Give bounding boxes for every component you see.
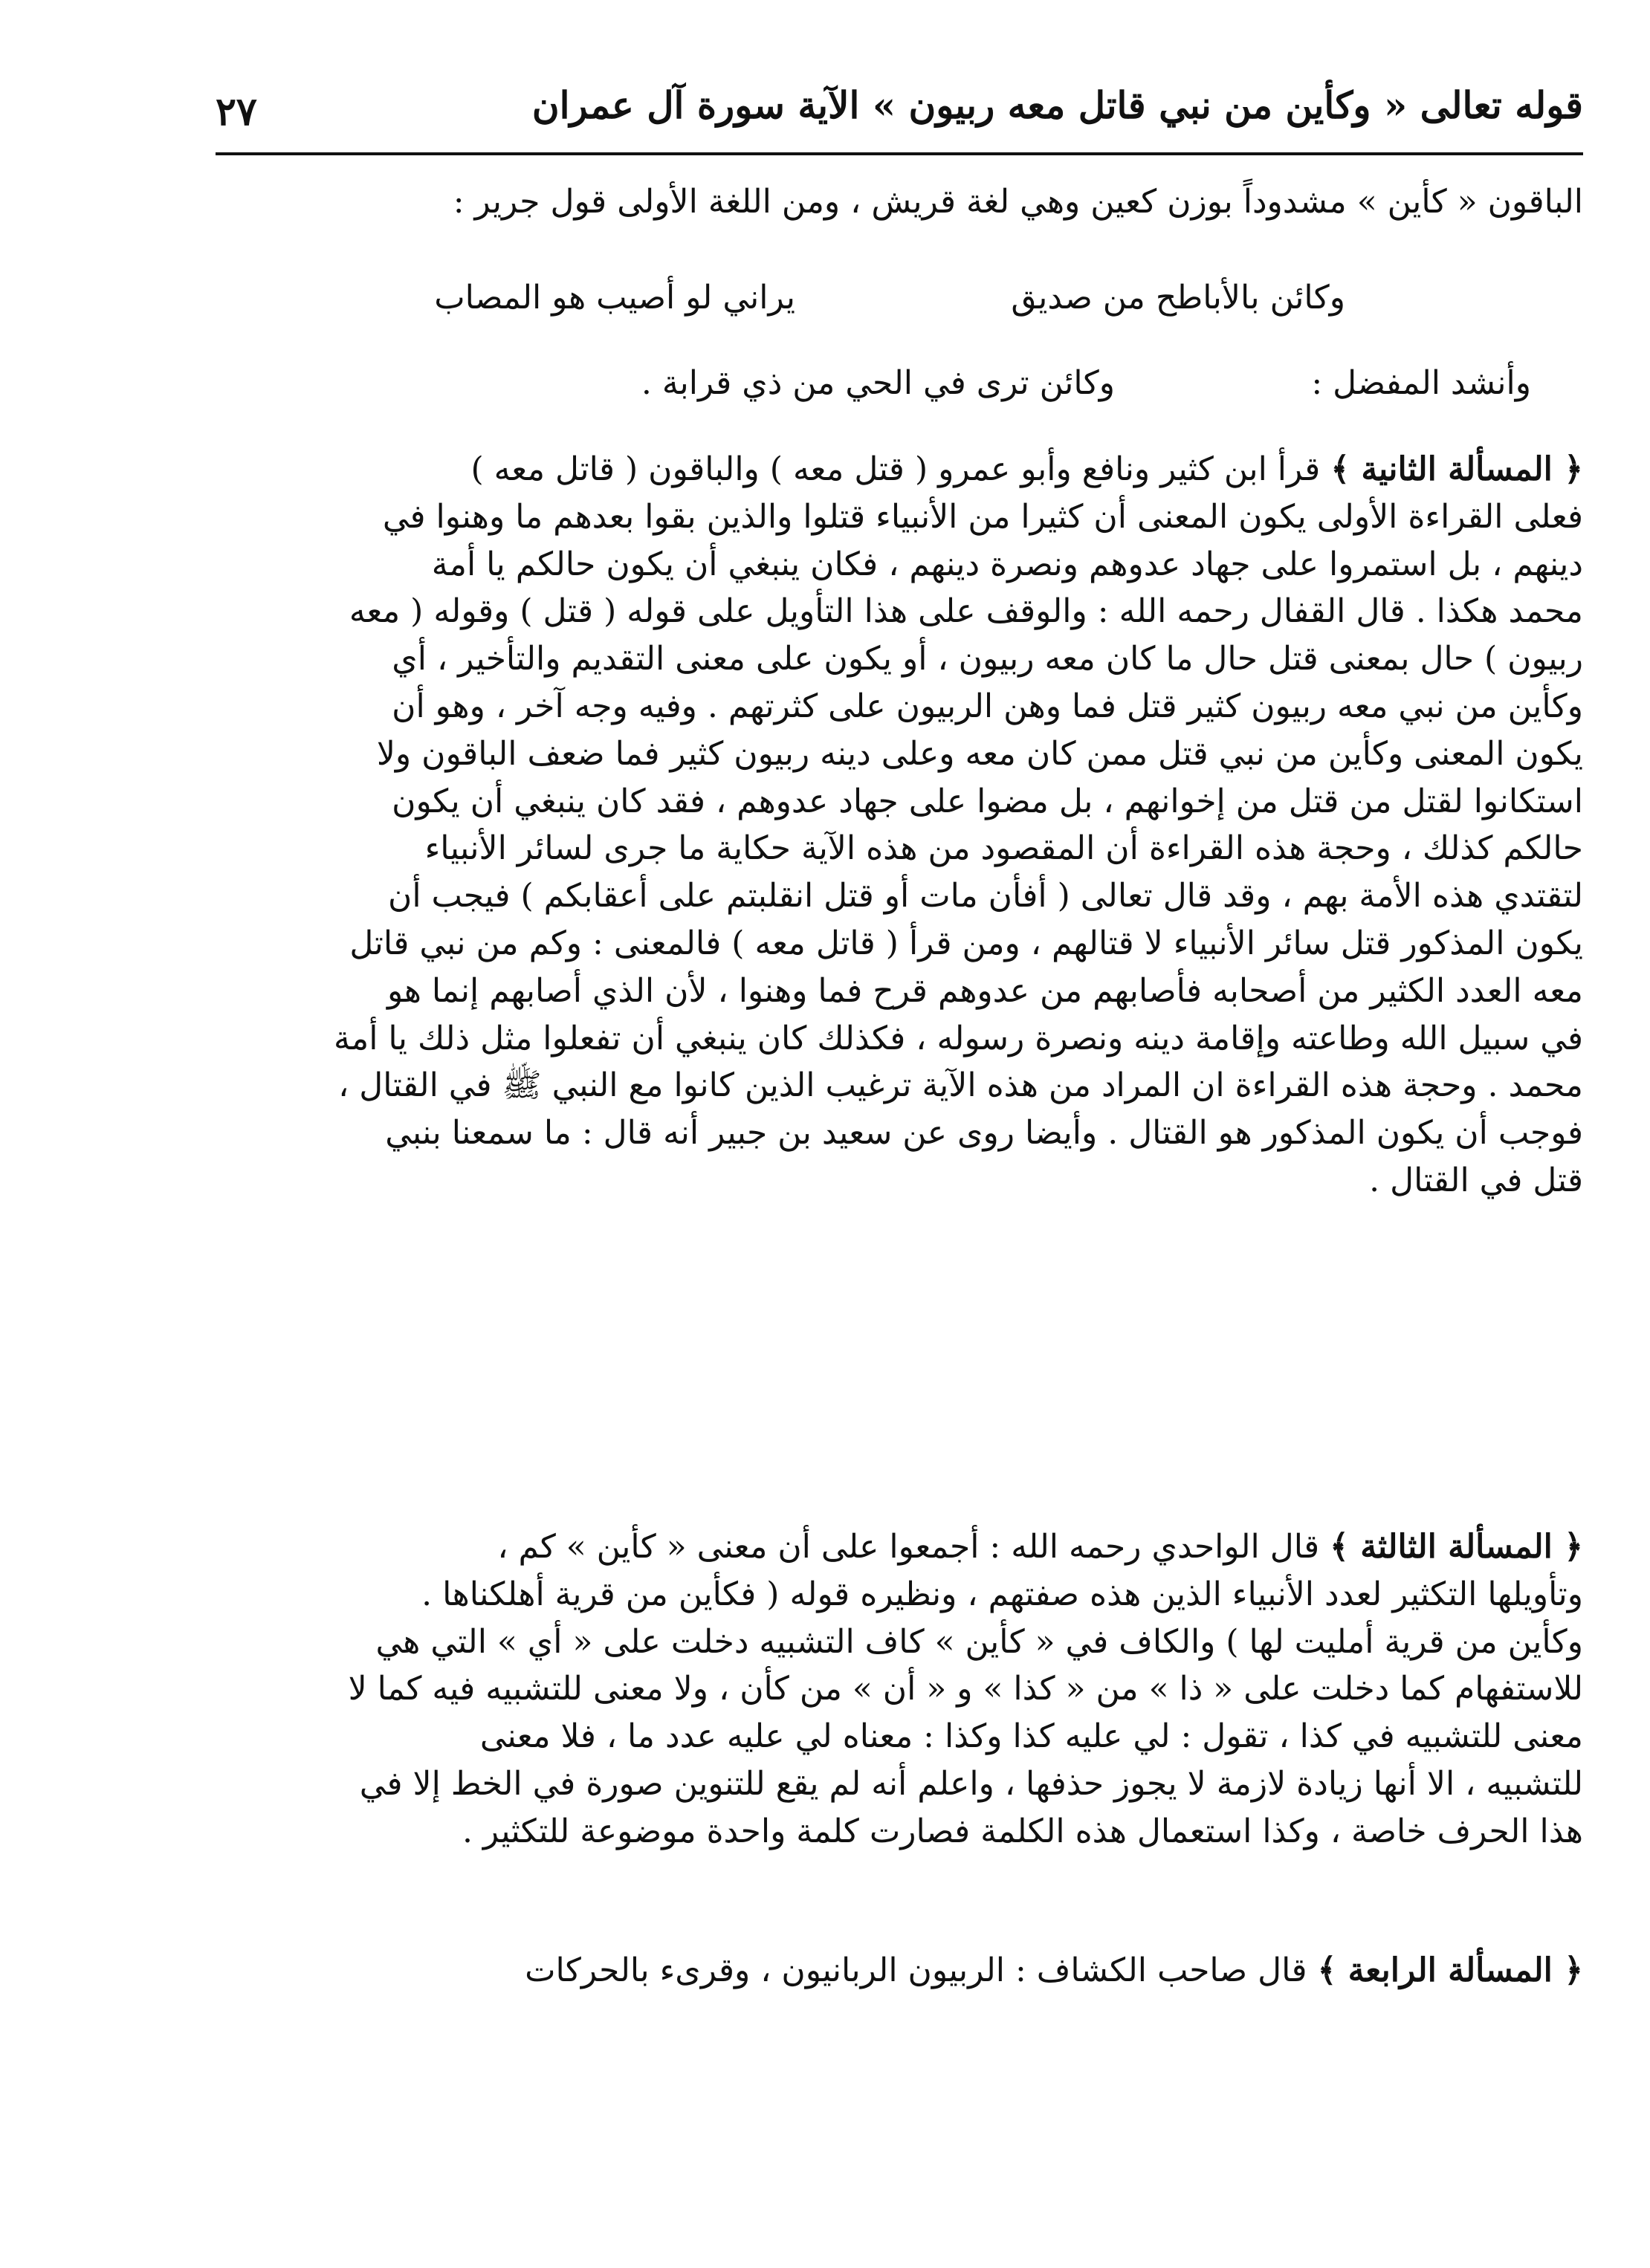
section-2-heading: ﴿ المسألة الثانية ﴾ xyxy=(1330,450,1583,488)
verse-hemistich-right: وكائن بالأباطح من صديق xyxy=(1011,279,1345,317)
section-2-line xyxy=(216,446,1583,493)
section-2-line: فعلى القراءة الأولى يكون المعنى أن كثيرا من الأنبياء قتلوا والذين بقوا بعدهم ما وهنوا في xyxy=(382,497,1583,536)
section-3-line: معنى للتشبيه في كذا ، تقول : لي عليه كذا وكذا : معناه لي عليه عدد ما ، فلا معنى xyxy=(479,1717,1583,1756)
section-2-line: وكأين من نبي معه ربيون كثير قتل فما وهن الربيون على كثرتهم . وفيه وجه آخر ، وهو أن xyxy=(392,687,1583,725)
section-3-line: هذا الحرف خاصة ، وكذا استعمال هذه الكلمة فصارت كلمة واحدة موضوعة للتكثير . xyxy=(462,1812,1583,1850)
section-4 xyxy=(216,1947,1583,1995)
section-2-line: محمد . وحجة هذه القراءة ان المراد من هذه الآية ترغيب الذين كانوا مع النبي ﷺ في القتال ، xyxy=(338,1066,1583,1105)
page-header xyxy=(216,74,1583,156)
section-2-line: يكون المذكور قتل سائر الأنبياء لا قتالهم ، ومن قرأ ( قاتل معه ) فالمعنى : وكم من نبي قاتل xyxy=(349,924,1583,962)
section-2-line: في سبيل الله وطاعته وإقامة دينه ونصرة رسوله ، فكذلك كان ينبغي أن تفعلوا مثل ذلك يا أمة xyxy=(334,1019,1583,1057)
intro-paragraph xyxy=(216,178,1583,226)
section-4-heading: ﴿ المسألة الرابعة ﴾ xyxy=(1317,1951,1583,1989)
verse-second-line: وكائن ترى في الحي من ذي قرابة . xyxy=(641,364,1115,402)
section-2-first-text: قرأ ابن كثير ونافع وأبو عمرو ( قتل معه ) والباقون ( قاتل معه ) xyxy=(470,450,1321,488)
section-3-first-text: قال الواحدي رحمه الله : أجمعوا على أن معنى « كأين » كم ، xyxy=(497,1528,1320,1566)
section-3-line: للاستفهام كما دخلت على « ذا » من « كذا » و « أن » من كأن ، ولا معنى للتشبيه فيه كما لا xyxy=(348,1670,1583,1708)
section-4-line xyxy=(216,1947,1583,1995)
section-2-line: لتقتدي هذه الأمة بهم ، وقد قال تعالى ( أفأن مات أو قتل انقلبتم على أعقابكم ) فيجب أن xyxy=(388,877,1583,916)
section-4-text: قال صاحب الكشاف : الربيون الربانيون ، وقرىء بالحركات xyxy=(525,1951,1307,1989)
section-2-line: محمد هكذا . قال القفال رحمه الله : والوقف على هذا التأويل على قوله ( قتل ) وقوله ( معه xyxy=(349,592,1583,631)
section-2-line: دينهم ، بل استمروا على جهاد عدوهم ونصرة دينهم ، فكان ينبغي أن يكون حالكم يا أمة xyxy=(431,545,1583,583)
section-2-line: يكون المعنى وكأين من نبي قتل ممن كان معه وعلى دينه ربيون كثير فما ضعف الباقون ولا xyxy=(376,734,1583,773)
running-title: قوله تعالى « وكأين من نبي قاتل معه ربيون » الآية سورة آل عمران xyxy=(531,83,1583,127)
section-3-line: وتأويلها التكثير لعدد الأنبياء الذين هذه صفتهم ، ونظيره قوله ( فكأين من قرية أهلكناها . xyxy=(421,1575,1583,1613)
verse-hemistich-left: يراني لو أصيب هو المصاب xyxy=(434,279,795,317)
section-2-line: ربيون ) حال بمعنى قتل حال ما كان معه ربيون ، أو يكون على معنى التقديم والتأخير ، أي xyxy=(392,640,1583,678)
section-2-line: حالكم كذلك ، وحجة هذه القراءة أن المقصود من هذه الآية حكاية ما جرى لسائر الأنبياء xyxy=(424,829,1583,868)
section-2-line: استكانوا لقتل من قتل من إخوانهم ، بل مضوا على جهاد عدوهم ، فقد كان ينبغي أن يكون xyxy=(392,782,1583,820)
section-3-heading: ﴿ المسألة الثالثة ﴾ xyxy=(1330,1528,1583,1566)
section-2-line: قتل في القتال . xyxy=(1369,1161,1583,1199)
section-2-line: معه العدد الكثير من أصحابه فأصابهم من عدوهم قرح فما وهنوا ، لأن الذي أصابهم إنما هو xyxy=(386,971,1583,1010)
section-3 xyxy=(216,1523,1583,1856)
intro-line: الباقون « كأين » مشدوداً بوزن كعين وهي لغة قريش ، ومن اللغة الأولى قول جرير : xyxy=(453,183,1583,221)
verse-second-intro: وأنشد المفضل : xyxy=(1311,364,1531,402)
header-divider xyxy=(216,152,1583,155)
section-3-line: وكأين من قرية أمليت لها ) والكاف في « كأين » كاف التشبيه دخلت على « أي » التي هي xyxy=(375,1622,1583,1661)
section-3-line xyxy=(216,1523,1583,1571)
page-number: ٢٧ xyxy=(216,89,257,135)
section-3-line: للتشبيه ، الا أنها زيادة لازمة لا يجوز حذفها ، واعلم أنه لم يقع للتنوين صورة في الخط إلا في xyxy=(359,1764,1583,1803)
section-2 xyxy=(216,446,1583,1205)
section-2-line: فوجب أن يكون المذكور هو القتال . وأيضا روى عن سعيد بن جبير أنه قال : ما سمعنا بنبي xyxy=(385,1114,1583,1153)
